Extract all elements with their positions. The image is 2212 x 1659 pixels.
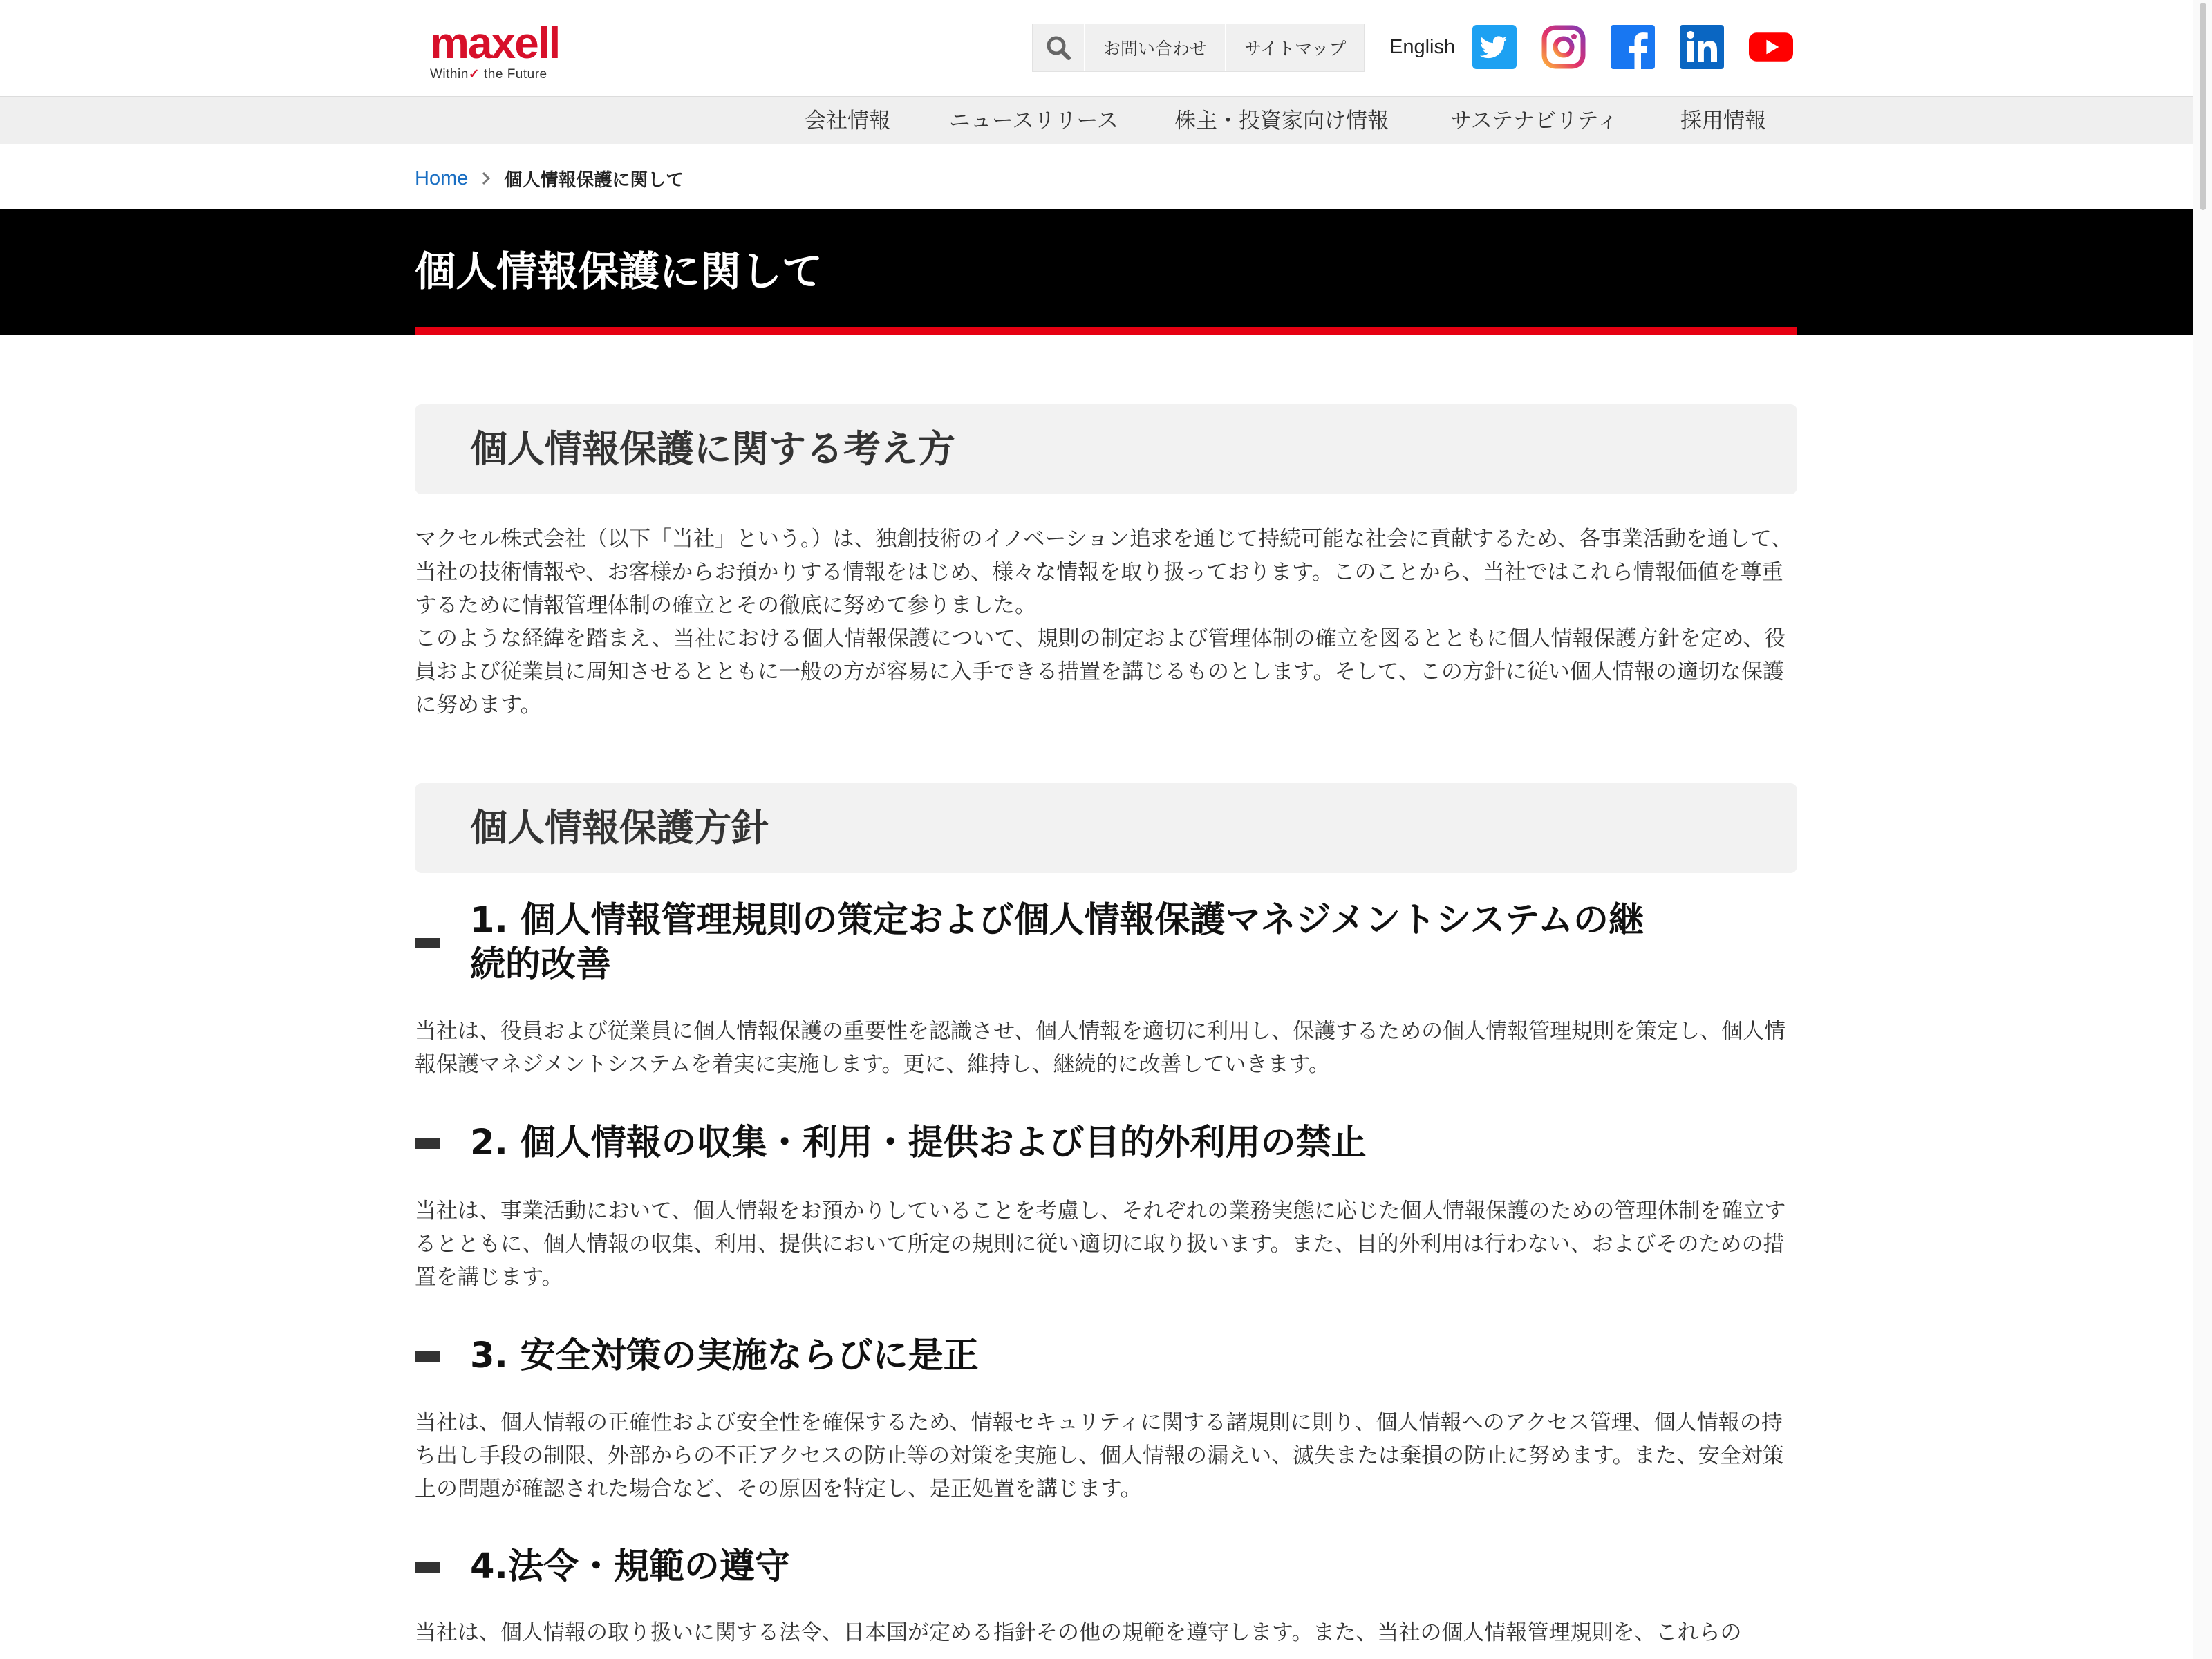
nav-item-sustainability[interactable]: サステナビリティ [1450,109,1619,133]
sitemap-link[interactable]: サイトマップ [1244,39,1347,59]
instagram-icon [1541,25,1586,69]
maxell-logo[interactable] [430,18,561,82]
linkedin-icon [1680,25,1724,69]
search-icon [1044,34,1072,62]
policy-item-4-heading [415,1545,1797,1589]
page-title-band [0,209,2212,335]
facebook-icon [1611,25,1655,69]
chevron-right-icon [468,171,504,186]
twitter-link[interactable] [1472,25,1517,69]
nav-item-investors[interactable]: 株主・投資家向け情報 [1174,109,1389,133]
global-nav [0,97,2212,144]
breadcrumb-home-link[interactable]: Home [415,167,469,189]
instagram-link[interactable] [1541,25,1586,69]
policy-item-2-body: 当社は、事業活動において、個人情報をお預かりしていることを考慮し、それぞれの業務実態に応じた個人情報保護のための管理体制を確立するとともに、個人情報の収集、利用、提供において所定の規則に従い適切に取り扱います。また、目的外利用は行わない、およびそのための措置を講じます。 [415,1199,1786,1290]
breadcrumb [415,163,684,194]
page-title: 個人情報保護に関して [415,247,823,295]
policy-item-4-title: 4.法令・規範の遵守 [470,1546,790,1587]
section-title-policy: 個人情報保護方針 [470,806,769,850]
search-button[interactable] [1033,24,1085,71]
logo-wordmark: maxell [430,18,560,68]
heading-bullet [415,1562,440,1573]
policy-item-1-body: 当社は、役員および従業員に個人情報保護の重要性を認識させ、個人情報を適切に利用し、保護するための個人情報管理規則を策定し、個人情報保護マネジメントシステムを着実に実施します。更に、維持し、継続的に改善していきます。 [415,1019,1786,1077]
approach-paragraph-1: マクセル株式会社（以下「当社」という。）は、独創技術のイノベーション追求を通じて持続可能な社会に貢献するため、各事業活動を通して、当社の技術情報や、お客様からお預かりする情報をはじめ、様々な情報を取り扱っております。このことから、当社ではこれら情報価値を尊重するために情報管理体制の確立とその徹底に努めて参りました。 [415,527,1793,618]
linkedin-link[interactable] [1680,25,1724,69]
breadcrumb-current: 個人情報保護に関して [504,169,684,191]
nav-item-careers[interactable]: 採用情報 [1680,109,1766,133]
youtube-link[interactable] [1749,25,1793,69]
policy-item-3-body: 当社は、個人情報の正確性および安全性を確保するため、情報セキュリティに関する諸規則に則り、個人情報へのアクセス管理、個人情報の持ち出し手段の制限、外部からの不正アクセスの防止等の対策を実施し、個人情報の漏えい、滅失または棄損の防止に努めます。また、安全対策上の問題が確認された場合など、その原因を特定し、是正処置を講じます。 [415,1410,1784,1501]
heading-bullet [415,938,440,948]
utility-bar [1032,24,1365,72]
site-header [0,0,2212,97]
policy-item-1-heading [415,899,1797,987]
section-heading-approach [415,404,1797,494]
nav-item-news[interactable]: ニュースリリース [949,109,1118,133]
policy-item-2-heading [415,1121,1797,1165]
facebook-link[interactable] [1611,25,1655,69]
heading-bullet [415,1138,440,1149]
logo-tagline: Within✓ the Future [430,67,547,82]
page-scrollbar[interactable] [2193,0,2212,1659]
policy-item-3-title: 3. 安全対策の実施ならびに是正 [470,1335,979,1376]
section-title-approach: 個人情報保護に関する考え方 [470,427,955,471]
section-heading-policy [415,783,1797,873]
twitter-icon [1472,25,1517,69]
title-accent-line [415,327,1797,335]
policy-item-1-title: 1. 個人情報管理規則の策定および個人情報保護マネジメントシステムの継続的改善 [470,900,1644,985]
policy-item-2-title: 2. 個人情報の収集・利用・提供および目的外利用の禁止 [470,1123,1367,1163]
policy-item-4-body: 当社は、個人情報の取り扱いに関する法令、日本国が定める指針その他の規範を遵守します。また、当社の個人情報管理規則を、これらの [415,1620,1742,1645]
scrollbar-thumb[interactable] [2200,3,2206,210]
nav-item-company[interactable]: 会社情報 [805,109,890,133]
youtube-icon [1749,25,1793,69]
heading-bullet [415,1351,440,1362]
english-link[interactable]: English [1389,36,1456,58]
policy-item-3-heading [415,1334,1797,1378]
approach-paragraph-2: このような経緯を踏まえ、当社における個人情報保護について、規則の制定および管理体制の確立を図るとともに個人情報保護方針を定め、役員および従業員に周知させるとともに一般の方が容易に入手できる措置を講じるものとします。そして、この方針に従い個人情報の適切な保護に努めます。 [415,626,1786,718]
contact-link[interactable]: お問い合わせ [1085,24,1226,71]
